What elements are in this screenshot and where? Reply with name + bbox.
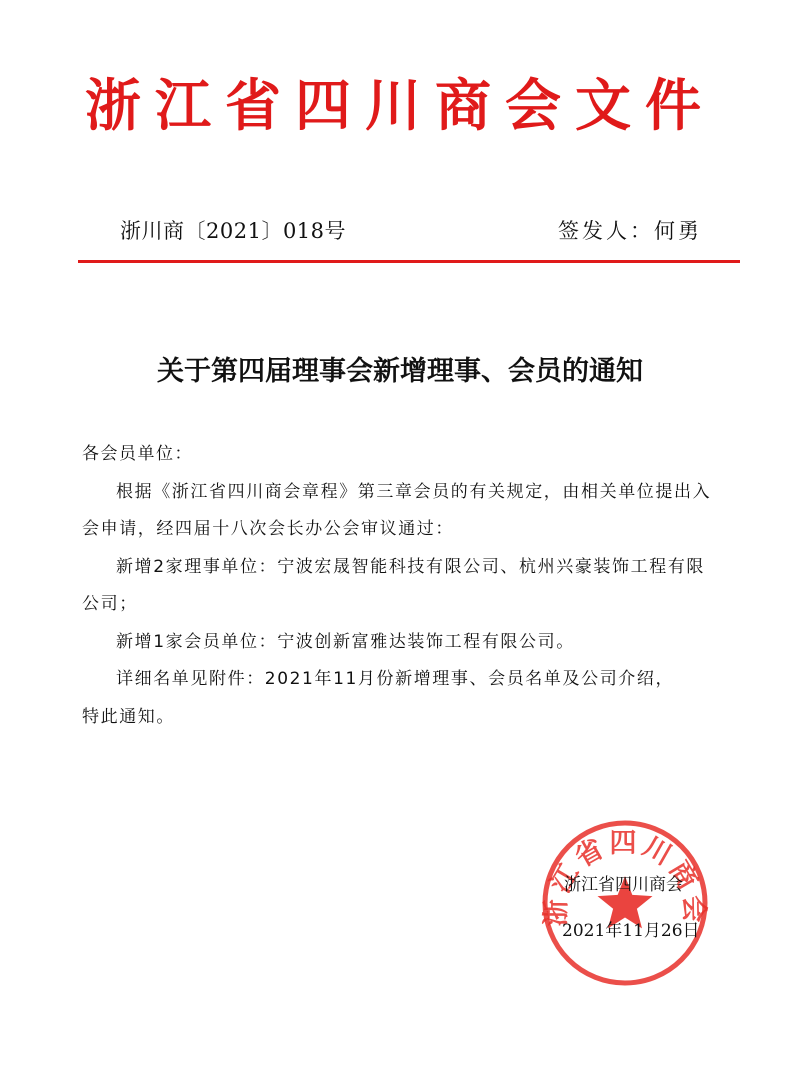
notice-title: 关于第四届理事会新增理事、会员的通知 [157,356,643,387]
body-paragraph-4: 详细名单见附件：2021年11月份新增理事、会员名单及公司介绍， [116,669,675,689]
signing-date: 2021年11月26日 [562,921,700,941]
body-paragraph-3: 新增1家会员单位：宁波创新富雅达装饰工程有限公司。 [116,631,575,652]
seal-text: 浙江省四川商会 [540,828,710,927]
document-meta-row [120,214,702,248]
document-signer: 签发人：何勇 [558,219,702,243]
salutation: 各会员单位： [82,444,193,464]
red-divider-line [78,260,740,263]
document-header-title: 浙江省四川商会文件 [85,74,715,139]
official-seal [540,818,710,988]
body-paragraph-2: 新增2家理事单位：宁波宏晟智能科技有限公司、杭州兴豪装饰工程有限公司； [82,556,706,614]
closing-line: 特此通知。 [82,706,175,727]
signing-organization: 浙江省四川商会 [564,875,683,895]
document-number: 浙川商〔2021〕018号 [120,219,347,243]
notice-body [82,436,718,736]
body-paragraph-1: 根据《浙江省四川商会章程》第三章会员的有关规定，由相关单位提出入会申请，经四届十八次会长办公会审议通过： [82,481,712,539]
